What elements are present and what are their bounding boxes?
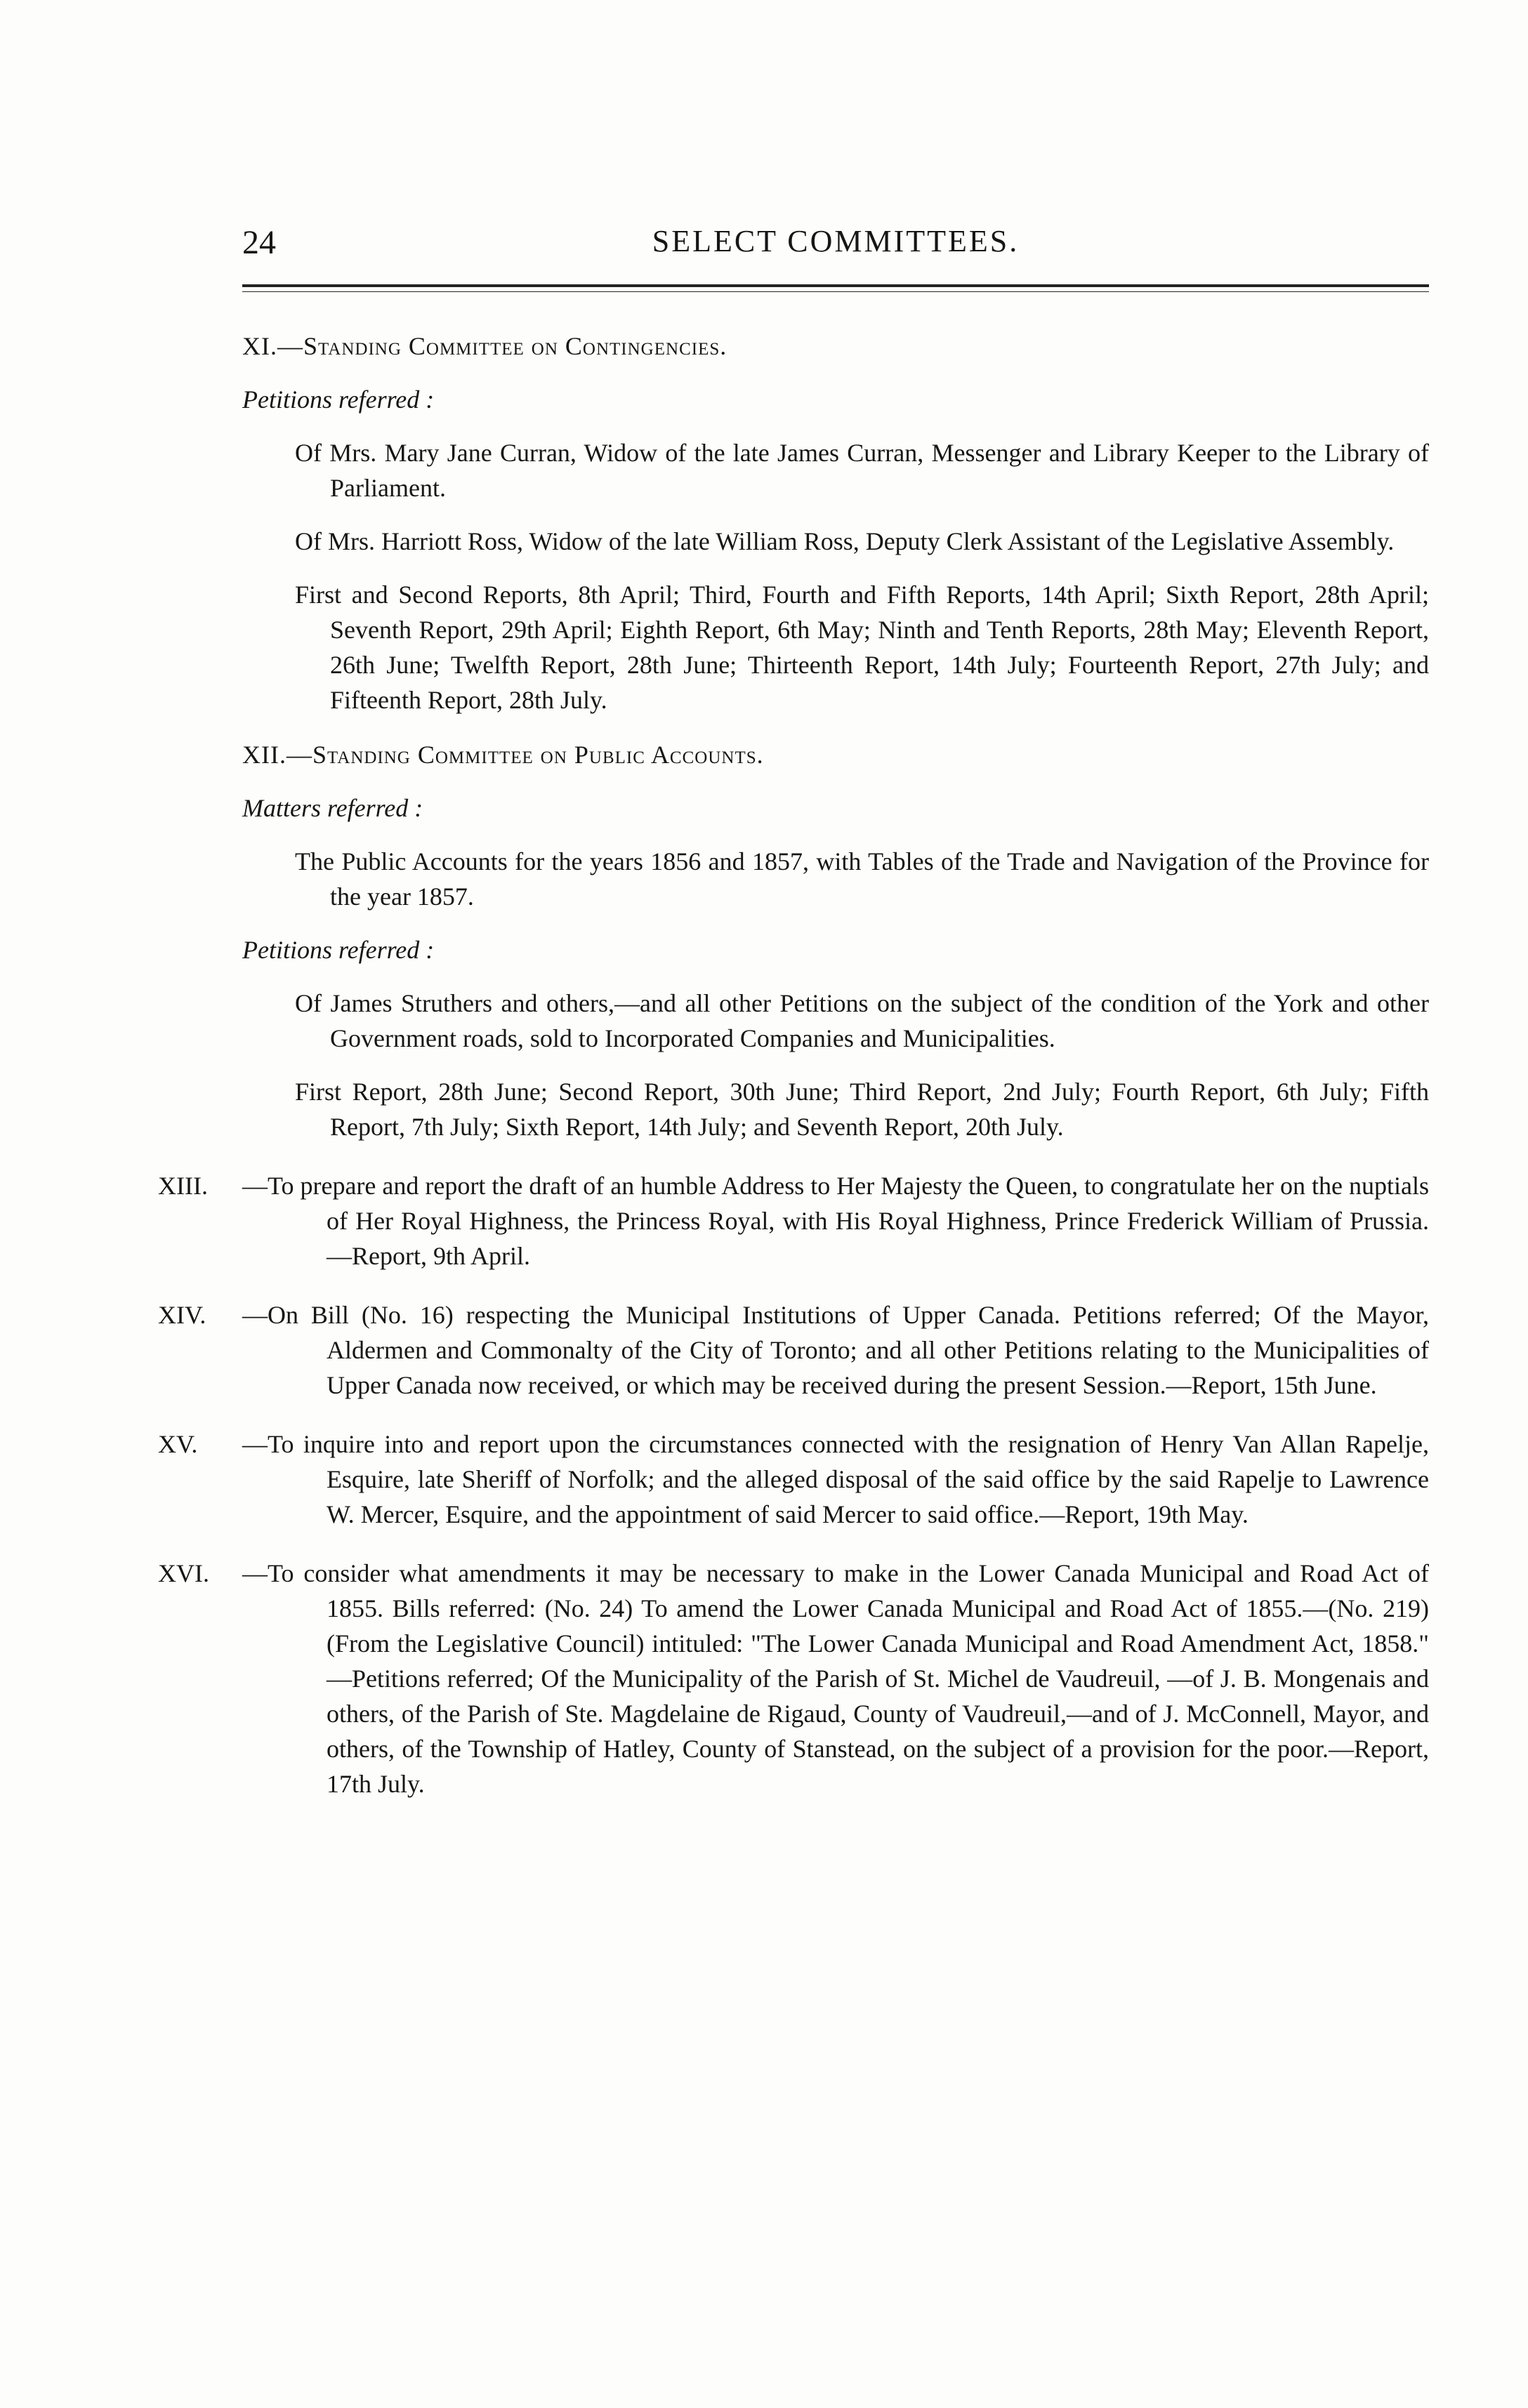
section-xv-entry: XV. —To inquire into and report upon the circumstances connected with the resignation of Henry Van Allan Rapelje, Esquire, late Sheriff of Norfolk; and the alleged disposal of the said office by the said Rapelje to Lawrence W. Mercer, Esquire, and the appointment of said Mercer to said office.—Report, 19th May. — [158, 1430, 1429, 1528]
section-xii-reports: First Report, 28th June; Second Report, 30th June; Third Report, 2nd July; Fourth Report, 6th July; Fifth Report, 7th July; Sixth Report, 14th July; and Seventh Report, 20th July. — [295, 1078, 1429, 1141]
running-title: SELECT COMMITTEES. — [652, 224, 1020, 258]
section-xi-petition-2: Of Mrs. Harriott Ross, Widow of the late William Ross, Deputy Clerk Assistant of the Legislative Assembly. — [295, 527, 1395, 555]
section-xiii-entry: XIII. —To prepare and report the draft of an humble Address to Her Majesty the Queen, to congratulate her on the nuptials of Her Royal Highness, the Princess Royal, with His Royal Highness, Prince Frederick William of Prussia. —Report, 9th April. — [158, 1172, 1429, 1270]
section-xvi-text: —To consider what amendments it may be necessary to make in the Lower Canada Municipal and Road Act of 1855. Bills referred: (No. 24) To amend the Lower Canada Municipal and Road Act of 1855.—(No. 219) (From the Legislative Council) intituled: "The Lower Canada Municipal and Road Amendment Act, 1858." —Petitions referred; Of the Municipality of the Parish of St. Michel de Vaudreuil, —of J. B. Mongenais and others, of the Parish of Ste. Magdelaine de Rigaud, County of Vaudreuil,—and of J. McConnell, Mayor, and others, of the Township of Hatley, County of Stanstead, on the subject of a provision for the poor.—Report, 17th July. — [242, 1559, 1429, 1798]
section-xi-heading: XI.—Standing Committee on Contingencies. — [242, 332, 727, 360]
section-xii-matter-1: The Public Accounts for the years 1856 and 1857, with Tables of the Trade and Navigation of the Province for the year 1857. — [295, 847, 1429, 911]
page-body — [158, 309, 1429, 1801]
section-xiv-entry: XIV. —On Bill (No. 16) respecting the Municipal Institutions of Upper Canada. Petitions referred; Of the Mayor, Aldermen and Commonalty of the City of Toronto; and all other Petitions relating to the Municipalities of Upper Canada now received, or which may be received during the present Session.—Report, 15th June. — [158, 1301, 1429, 1399]
section-xii-petitions-label: Petitions referred : — [242, 936, 435, 964]
section-xiii-text: —To prepare and report the draft of an humble Address to Her Majesty the Queen, to congratulate her on the nuptials of Her Royal Highness, the Princess Royal, with His Royal Highness, Prince Frederick William of Prussia. —Report, 9th April. — [242, 1172, 1429, 1270]
section-xvi-entry: XVI. —To consider what amendments it may be necessary to make in the Lower Canada Municipal and Road Act of 1855. Bills referred: (No. 24) To amend the Lower Canada Municipal and Road Act of 1855.—(No. 219) (From the Legislative Council) intituled: "The Lower Canada Municipal and Road Amendment Act, 1858." —Petitions referred; Of the Municipality of the Parish of St. Michel de Vaudreuil, —of J. B. Mongenais and others, of the Parish of Ste. Magdelaine de Rigaud, County of Vaudreuil,—and of J. McConnell, Mayor, and others, of the Township of Hatley, County of Stanstead, on the subject of a provision for the poor.—Report, 17th July. — [158, 1559, 1429, 1798]
section-xi-reports: First and Second Reports, 8th April; Third, Fourth and Fifth Reports, 14th April; Sixth Report, 28th April; Seventh Report, 29th April; Eighth Report, 6th May; Ninth and Tenth Reports, 28th May; Eleventh Report, 26th June; Twelfth Report, 28th June; Thirteenth Report, 14th July; Fourteenth Report, 27th July; and Fifteenth Report, 28th July. — [295, 581, 1429, 714]
section-xi-petitions-label: Petitions referred : — [242, 385, 435, 414]
section-xii-heading: XII.—Standing Committee on Public Accounts. — [242, 741, 764, 769]
header-rule-thin — [242, 291, 1429, 292]
section-xv-text: —To inquire into and report upon the circumstances connected with the resignation of Henry Van Allan Rapelje, Esquire, late Sheriff of Norfolk; and the alleged disposal of the said office by the said Rapelje to Lawrence W. Mercer, Esquire, and the appointment of said Mercer to said office.—Report, 19th May. — [242, 1430, 1429, 1528]
section-xii-matters-label: Matters referred : — [242, 794, 423, 822]
section-xii-petition-1: Of James Struthers and others,—and all other Petitions on the subject of the condition of the York and other Government roads, sold to Incorporated Companies and Municipalities. — [295, 989, 1429, 1052]
page-number: 24 — [242, 224, 276, 261]
section-xiv-text: —On Bill (No. 16) respecting the Municipal Institutions of Upper Canada. Petitions referred; Of the Mayor, Aldermen and Commonalty of the City of Toronto; and all other Petitions relating to the Municipalities of Upper Canada now received, or which may be received during the present Session.—Report, 15th June. — [242, 1301, 1429, 1399]
header-rule-thick — [242, 284, 1429, 287]
page-header — [242, 223, 1429, 265]
section-xi-petition-1: Of Mrs. Mary Jane Curran, Widow of the late James Curran, Messenger and Library Keeper to the Library of Parliament. — [295, 439, 1429, 502]
